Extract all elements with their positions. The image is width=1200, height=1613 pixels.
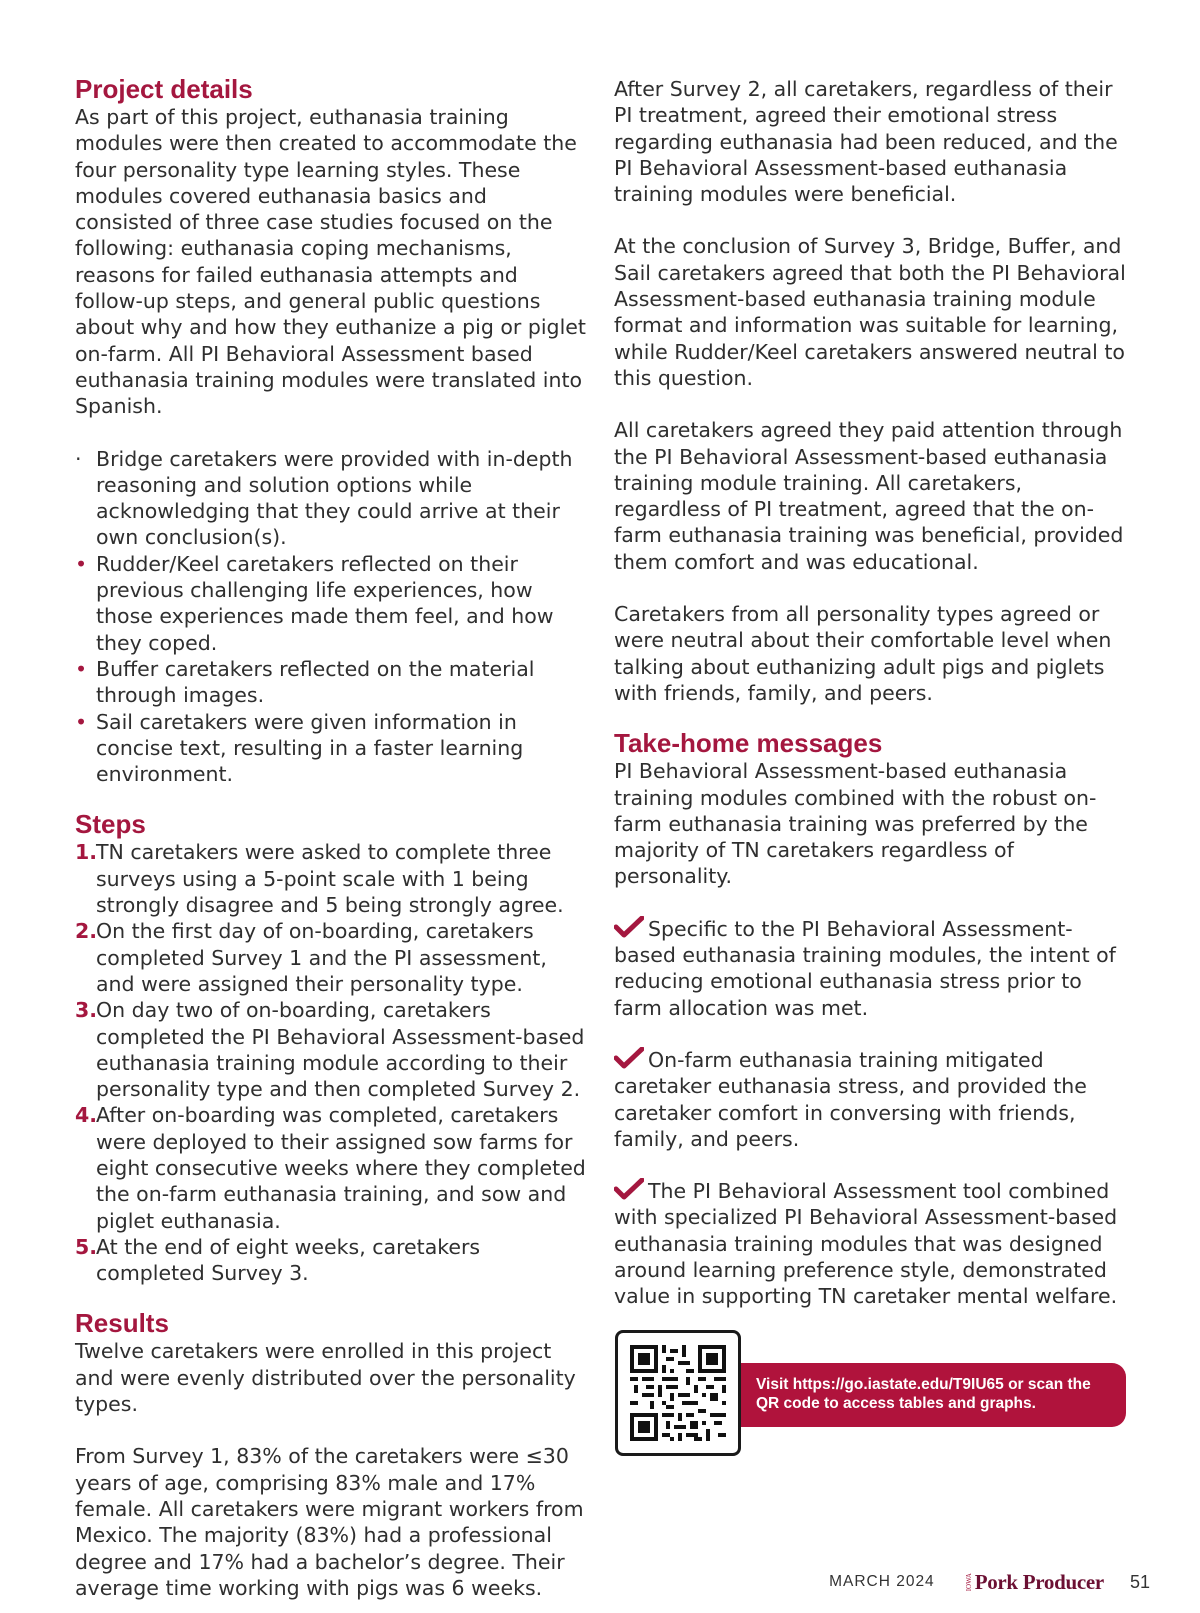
step-text: On the first day of on-boarding, caretakers completed Survey 1 and the PI assessment, and were assigned their personality type.	[96, 919, 547, 996]
sail-text: Sail caretakers were given information in concise text, resulting in a faster learning environment.	[96, 709, 524, 787]
take-home-check-item	[614, 916, 1134, 1021]
step-item	[75, 839, 590, 918]
checkmark-icon	[614, 916, 644, 938]
checkmark-icon	[614, 1178, 644, 1200]
bullet-marker: •	[75, 656, 88, 681]
take-home-check-item	[614, 1047, 1134, 1152]
step-item	[75, 997, 590, 1102]
step-item	[75, 1102, 590, 1233]
take-home-intro: PI Behavioral Assessment-based euthanasia training modules combined with the robust on-farm euthanasia training was preferred by the majority of TN caretakers regardless of personality.	[614, 759, 1097, 889]
step-number: 4.	[75, 1103, 98, 1128]
page-footer	[829, 1569, 1150, 1595]
project-intro-paragraph: As part of this project, euthanasia training modules were then created to accommodate the four personality type learning styles. These modules covered euthanasia basics and consisted of three case studies focused on the following: euthanasia coping mechanisms, reasons for failed euthanasia attempts and follow-up steps, and general public questions about why and how they euthanize a pig or piglet on-farm. All PI Behavioral Assessment based euthanasia training modules were translated into Spanish.	[75, 105, 586, 419]
personality-bullet-list	[75, 446, 590, 788]
step-number: 5.	[75, 1234, 98, 1259]
step-text: After on-boarding was completed, caretakers were deployed to their assigned sow farms for eight consecutive weeks where they completed the on-farm euthanasia training, and sow and piglet euthanasia.	[96, 1103, 586, 1233]
check-text: The PI Behavioral Assessment tool combined with specialized PI Behavioral Assessment-based euthanasia training modules that was designed around learning preference style, demonstrated value in supporting TN caretaker mental welfare.	[614, 1179, 1118, 1309]
step-item	[75, 918, 590, 997]
qr-callout-banner[interactable]	[720, 1363, 1126, 1427]
checkmark-icon	[614, 1047, 644, 1069]
bullet-marker: ·	[75, 446, 82, 471]
qr-code-icon	[630, 1345, 726, 1441]
take-home-check-item	[614, 1178, 1134, 1309]
results-heading: Results	[75, 1308, 169, 1339]
qr-callout-text: Visit https://go.iastate.edu/T9IU65 or scan the QR code to access tables and graphs.	[756, 1376, 1091, 1412]
list-item	[75, 446, 590, 551]
bridge-text: Bridge caretakers were provided with in-depth reasoning and solution options while acknowledging that they could arrive at their own conclusion(s).	[96, 446, 573, 550]
take-home-heading: Take-home messages	[614, 728, 883, 759]
qr-code-frame[interactable]	[615, 1330, 741, 1456]
project-details-heading: Project details	[75, 74, 253, 104]
list-item	[75, 551, 590, 656]
results-paragraph-2: From Survey 1, 83% of the caretakers were ≤30 years of age, comprising 83% male and 17% female. All caretakers were migrant workers from Mexico. The majority (83%) had a professional degree and 17% had a bachelor’s degree. Their average time working with pigs was 6 weeks.	[75, 1444, 584, 1600]
right-column	[614, 76, 1134, 1310]
page-number: 51	[1129, 1571, 1150, 1592]
check-text: Specific to the PI Behavioral Assessment-based euthanasia training modules, the intent of reducing emotional euthanasia stress prior to farm allocation was met.	[614, 916, 1116, 1020]
step-text: On day two of on-boarding, caretakers completed the PI Behavioral Assessment-based euthanasia training module according to their personality type and then completed Survey 2.	[96, 998, 585, 1102]
steps-list	[75, 839, 590, 1286]
comfort-paragraph: Caretakers from all personality types agreed or were neutral about their comfortable level when talking about euthanizing adult pigs and piglets with friends, family, and peers.	[614, 602, 1112, 705]
step-number: 2.	[75, 919, 98, 944]
step-item	[75, 1234, 590, 1287]
step-text: TN caretakers were asked to complete three surveys using a 5-point scale with 1 being strongly disagree and 5 being strongly agree.	[96, 840, 564, 918]
brand-prefix: IOWA	[964, 1572, 973, 1592]
bullet-marker: •	[75, 709, 88, 734]
results-paragraph-1: Twelve caretakers were enrolled in this project and were evenly distributed over the personality types.	[75, 1339, 576, 1417]
check-text: On-farm euthanasia training mitigated caretaker euthanasia stress, and provided the caretaker comfort in conversing with friends, family, and peers.	[614, 1047, 1087, 1151]
publication-logo: Pork Producer	[974, 1569, 1104, 1594]
step-number: 1.	[75, 840, 98, 865]
left-column	[75, 74, 590, 1601]
list-item	[75, 656, 590, 709]
bullet-marker: •	[75, 551, 88, 576]
survey2-paragraph: After Survey 2, all caretakers, regardless of their PI treatment, agreed their emotional stress regarding euthanasia had been reduced, and the PI Behavioral Assessment-based euthanasia training modules were beneficial.	[614, 77, 1118, 207]
step-text: At the end of eight weeks, caretakers completed Survey 3.	[96, 1234, 481, 1286]
steps-heading: Steps	[75, 809, 146, 840]
issue-date: MARCH 2024	[829, 1573, 935, 1590]
step-number: 3.	[75, 998, 98, 1023]
rudder-keel-text: Rudder/Keel caretakers reflected on their previous challenging life experiences, how those experiences made them feel, and how they coped.	[96, 551, 554, 655]
attention-paragraph: All caretakers agreed they paid attention through the PI Behavioral Assessment-based euthanasia training module training. All caretakers, regardless of PI treatment, agreed that the on-farm euthanasia training was beneficial, provided them comfort and was educational.	[614, 418, 1124, 574]
survey3-paragraph: At the conclusion of Survey 3, Bridge, Buffer, and Sail caretakers agreed that both the PI Behavioral Assessment-based euthanasia training module format and information was suitable for learning, while Rudder/Keel caretakers answered neutral to this question.	[614, 234, 1126, 390]
list-item	[75, 709, 590, 788]
buffer-text: Buffer caretakers reflected on the material through images.	[96, 656, 535, 708]
